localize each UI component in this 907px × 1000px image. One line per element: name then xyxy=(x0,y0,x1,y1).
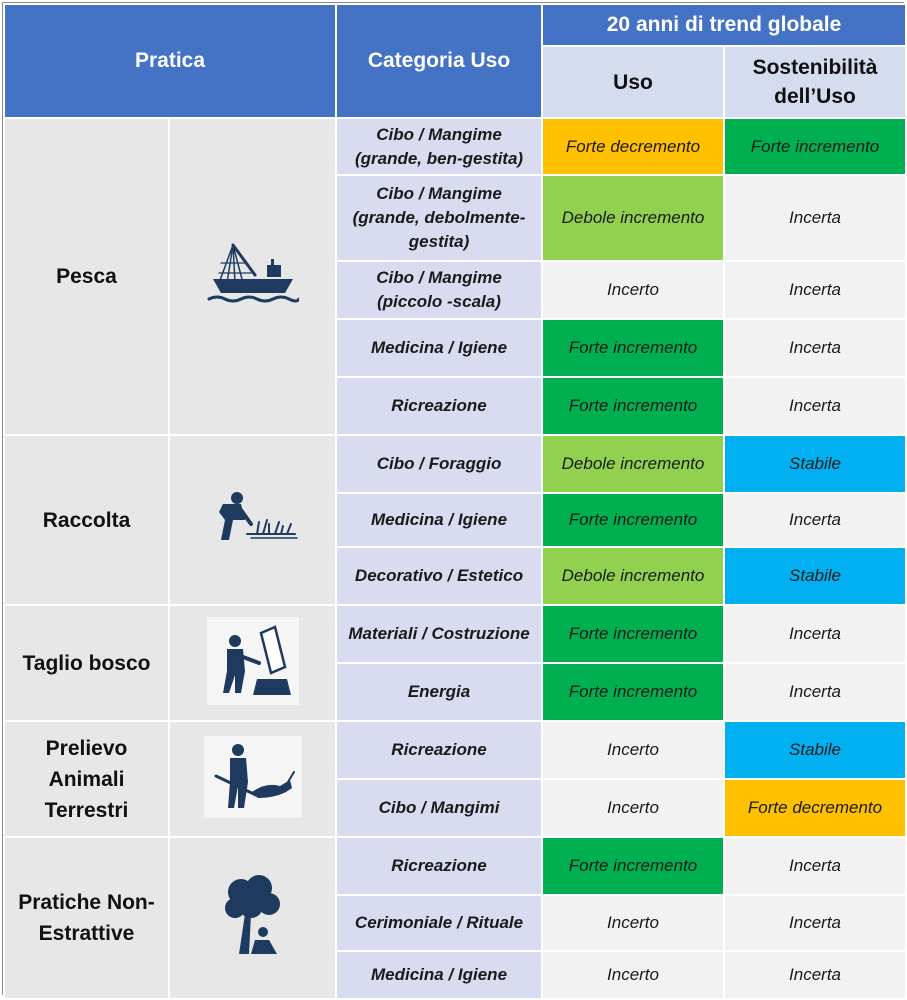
table-body xyxy=(4,118,906,999)
use-category: Energia xyxy=(336,663,542,721)
use-category: Ricreazione xyxy=(336,837,542,895)
sustainability-trend: Incerta xyxy=(724,605,906,663)
header-category: Categoria Uso xyxy=(336,4,542,118)
sustainability-trend: Incerta xyxy=(724,837,906,895)
practice-name: Prelievo Animali Terrestri xyxy=(4,721,169,837)
table-row xyxy=(4,118,906,175)
use-trend: Forte incremento xyxy=(542,319,724,377)
practice-icon-cell xyxy=(169,435,336,605)
use-category: Cerimoniale / Rituale xyxy=(336,895,542,951)
use-trend: Forte decremento xyxy=(542,118,724,175)
gathering-person-icon xyxy=(207,490,299,546)
hunter-icon xyxy=(204,736,302,818)
sustainability-trend: Forte decremento xyxy=(724,779,906,837)
use-category: Cibo / Foraggio xyxy=(336,435,542,493)
use-trend: Incerto xyxy=(542,895,724,951)
logging-person-icon xyxy=(207,617,299,705)
use-trend: Incerto xyxy=(542,261,724,319)
use-trend: Forte incremento xyxy=(542,605,724,663)
table-row xyxy=(4,435,906,493)
sustainability-trend: Stabile xyxy=(724,435,906,493)
sustainability-trend: Incerta xyxy=(724,175,906,261)
use-category: Medicina / Igiene xyxy=(336,319,542,377)
fishing-boat-icon xyxy=(207,239,299,309)
header-practice: Pratica xyxy=(4,4,336,118)
practice-name: Pratiche Non-Estrattive xyxy=(4,837,169,999)
practice-icon-cell xyxy=(169,721,336,837)
sustainability-trend: Incerta xyxy=(724,663,906,721)
use-trend: Forte incremento xyxy=(542,663,724,721)
sustainability-trend: Incerta xyxy=(724,319,906,377)
sustainability-trend: Stabile xyxy=(724,721,906,779)
sustainability-trend: Incerta xyxy=(724,377,906,435)
use-trend: Debole incremento xyxy=(542,175,724,261)
sustainability-trend: Stabile xyxy=(724,547,906,605)
sustainability-trend: Forte incremento xyxy=(724,118,906,175)
practice-name: Pesca xyxy=(4,118,169,435)
sustainability-trend: Incerta xyxy=(724,493,906,547)
practice-icon-cell xyxy=(169,605,336,721)
use-category: Ricreazione xyxy=(336,377,542,435)
sustainability-trend: Incerta xyxy=(724,261,906,319)
use-trend: Forte incremento xyxy=(542,493,724,547)
trend-table-frame xyxy=(2,2,904,995)
table-row xyxy=(4,605,906,663)
header-trend: 20 anni di trend globale xyxy=(542,4,906,46)
table-row xyxy=(4,721,906,779)
use-category: Cibo / Mangime (piccolo -scala) xyxy=(336,261,542,319)
use-trend: Debole incremento xyxy=(542,547,724,605)
table-row xyxy=(4,837,906,895)
trend-table xyxy=(3,3,907,1000)
use-category: Ricreazione xyxy=(336,721,542,779)
use-category: Medicina / Igiene xyxy=(336,493,542,547)
use-category: Cibo / Mangimi xyxy=(336,779,542,837)
use-category: Decorativo / Estetico xyxy=(336,547,542,605)
use-trend: Debole incremento xyxy=(542,435,724,493)
header-use: Uso xyxy=(542,46,724,118)
use-category: Materiali / Costruzione xyxy=(336,605,542,663)
practice-icon-cell xyxy=(169,837,336,999)
sustainability-trend: Incerta xyxy=(724,951,906,999)
use-trend: Forte incremento xyxy=(542,377,724,435)
use-category: Cibo / Mangime (grande, ben-gestita) xyxy=(336,118,542,175)
use-category: Cibo / Mangime (grande, debolmente-gestita) xyxy=(336,175,542,261)
practice-icon-cell xyxy=(169,118,336,435)
header-sustainability: Sostenibilità dell’Uso xyxy=(724,46,906,118)
person-under-tree-icon xyxy=(221,874,285,958)
use-trend: Incerto xyxy=(542,721,724,779)
use-trend: Incerto xyxy=(542,779,724,837)
use-trend: Incerto xyxy=(542,951,724,999)
practice-name: Raccolta xyxy=(4,435,169,605)
sustainability-trend: Incerta xyxy=(724,895,906,951)
practice-name: Taglio bosco xyxy=(4,605,169,721)
use-category: Medicina / Igiene xyxy=(336,951,542,999)
use-trend: Forte incremento xyxy=(542,837,724,895)
